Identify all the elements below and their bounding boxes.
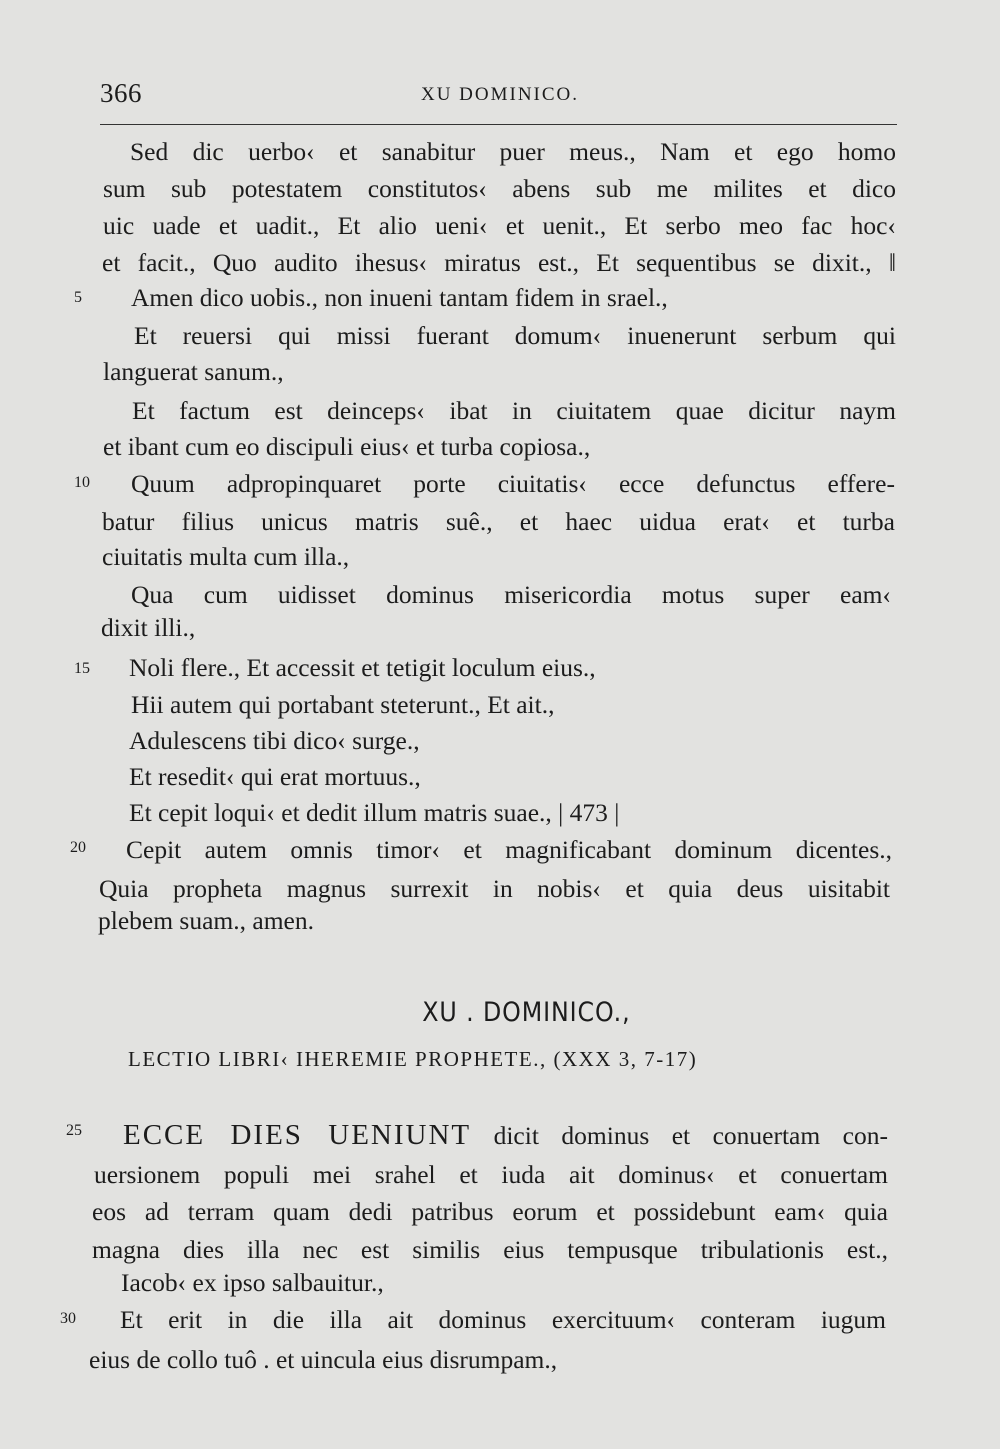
section-title: XU . DOMINICO., bbox=[422, 997, 631, 1028]
line-number: 25 bbox=[66, 1122, 82, 1139]
text-line: Adulescens tibi dico‹ surge., bbox=[129, 726, 420, 755]
text-line: Quia propheta magnus surrexit in nobis‹ et quia deus uisitabit bbox=[99, 874, 890, 903]
text-line: ciuitatis multa cum illa., bbox=[102, 542, 350, 571]
text-line: Hii autem qui portabant steterunt., Et ait., bbox=[131, 690, 555, 719]
running-title-text: XU DOMINICO. bbox=[420, 84, 580, 105]
text-line: Amen dico uobis., non inueni tantam fidem in srael., bbox=[131, 283, 668, 312]
line-number: 10 bbox=[74, 474, 90, 491]
running-title bbox=[0, 84, 1000, 106]
lesson-line-text: dicit dominus et conuertam con- bbox=[471, 1121, 888, 1150]
section-subtitle: LECTIO LIBRI‹ IHEREMIE PROPHETE., (XXX 3, 7-17) bbox=[128, 1047, 698, 1071]
text-line: Noli flere., Et accessit et tetigit loculum eius., bbox=[129, 653, 596, 682]
text-line: Quum adpropinquaret porte ciuitatis‹ ecce defunctus effere- bbox=[131, 469, 895, 498]
text-line: Sed dic uerbo‹ et sanabitur puer meus., Nam et ego homo bbox=[130, 137, 896, 166]
text-line: et facit., Quo audito ihesus‹ miratus est., Et sequentibus se dixit., ‖ bbox=[102, 248, 896, 277]
page-number: 366 bbox=[100, 78, 142, 108]
text-line: Et cepit loqui‹ et dedit illum matris suae., | 473 | bbox=[129, 798, 620, 827]
line-number: 5 bbox=[74, 289, 82, 306]
lesson-line bbox=[123, 1120, 888, 1151]
text-line: dixit illi., bbox=[101, 613, 196, 642]
line-number: 20 bbox=[70, 839, 86, 856]
lesson-line: Iacob‹ ex ipso salbauitur., bbox=[121, 1268, 384, 1297]
line-number: 15 bbox=[74, 660, 90, 677]
lesson-line: eius de collo tuô . et uincula eius disrumpam., bbox=[89, 1345, 558, 1374]
text-line: Et factum est deinceps‹ ibat in ciuitatem quae dicitur naym bbox=[132, 396, 896, 425]
text-line: Cepit autem omnis timor‹ et magnificabant dominum dicentes., bbox=[126, 835, 892, 864]
text-line: Et resedit‹ qui erat mortuus., bbox=[129, 762, 421, 791]
line-number: 30 bbox=[60, 1310, 76, 1327]
text-line: uic uade et uadit., Et alio ueni‹ et uenit., Et serbo meo fac hoc‹ bbox=[103, 211, 896, 240]
text-line: plebem suam., amen. bbox=[98, 906, 314, 935]
lesson-line: uersionem populi mei srahel et iuda ait dominus‹ et conuertam bbox=[94, 1160, 888, 1189]
lesson-line: eos ad terram quam dedi patribus eorum et possidebunt eam‹ quia bbox=[92, 1197, 888, 1226]
lesson-opening-words: ECCE DIES UENIUNT bbox=[123, 1119, 472, 1151]
text-line: Et reuersi qui missi fuerant domum‹ inuenerunt serbum qui bbox=[134, 321, 896, 350]
text-line: sum sub potestatem constitutos‹ abens sub me milites et dico bbox=[103, 174, 896, 203]
lesson-line: Et erit in die illa ait dominus exercituum‹ conteram iugum bbox=[120, 1305, 886, 1334]
text-line: languerat sanum., bbox=[103, 357, 284, 386]
text-line: Qua cum uidisset dominus misericordia motus super eam‹ bbox=[131, 580, 891, 609]
text-line: batur filius unicus matris suê., et haec uidua erat‹ et turba bbox=[102, 507, 895, 536]
lesson-line: magna dies illa nec est similis eius tempusque tribulationis est., bbox=[92, 1235, 888, 1264]
text-line: et ibant cum eo discipuli eius‹ et turba copiosa., bbox=[103, 432, 591, 461]
header-rule bbox=[100, 124, 897, 125]
